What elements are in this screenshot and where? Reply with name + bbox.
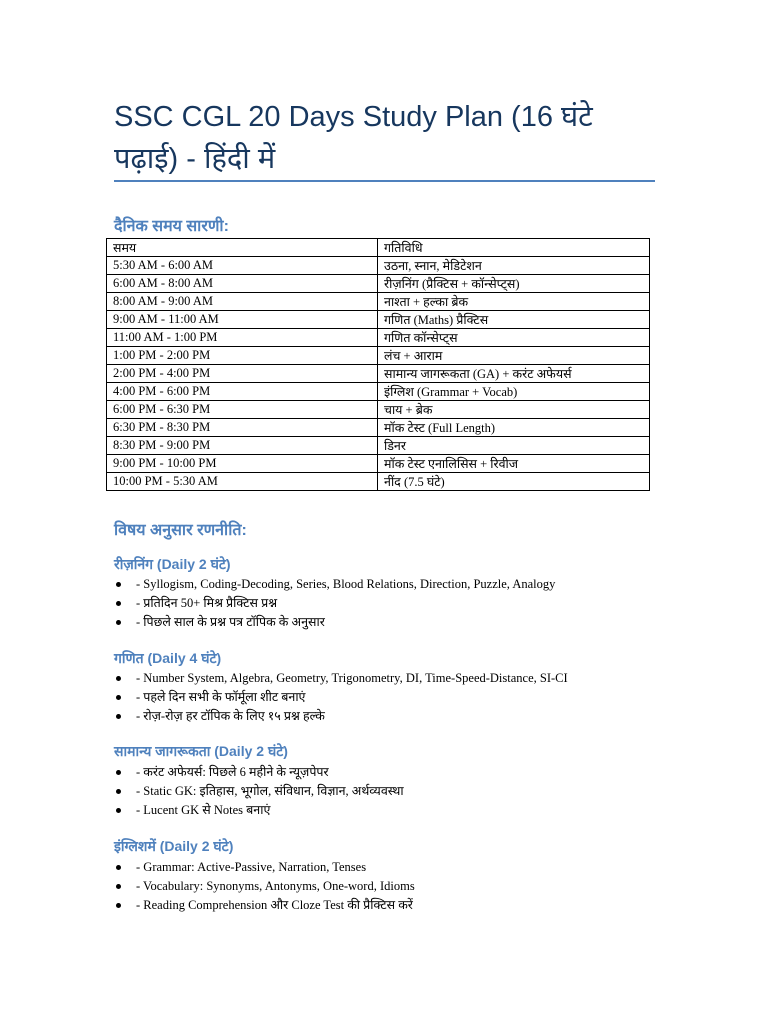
cell-activity: मॉक टेस्ट एनालिसिस + रिवीज	[378, 455, 650, 473]
cell-activity: गणित कॉन्सेप्ट्स	[378, 329, 650, 347]
table-row	[107, 275, 650, 293]
cell-activity: डिनर	[378, 437, 650, 455]
cell-time: 10:00 PM - 5:30 AM	[107, 473, 378, 491]
cell-time: 6:00 PM - 6:30 PM	[107, 401, 378, 419]
cell-time: 9:00 AM - 11:00 AM	[107, 311, 378, 329]
cell-time: 6:30 PM - 8:30 PM	[107, 419, 378, 437]
table-row	[107, 311, 650, 329]
list-item: - रोज़-रोज़ हर टॉपिक के लिए १५ प्रश्न हल्के	[116, 707, 676, 726]
table-row	[107, 257, 650, 275]
cell-activity: सामान्य जागरूकता (GA) + करंट अफेयर्स	[378, 365, 650, 383]
title-underline	[114, 180, 655, 182]
list-item: - पहले दिन सभी के फॉर्मूला शीट बनाएं	[116, 688, 676, 707]
table-header-row	[107, 239, 650, 257]
column-header-activity: गतिविधि	[378, 239, 650, 257]
table-row	[107, 473, 650, 491]
cell-activity: नींद (7.5 घंटे)	[378, 473, 650, 491]
cell-activity: रीज़निंग (प्रैक्टिस + कॉन्सेप्ट्स)	[378, 275, 650, 293]
subject-heading-maths: गणित (Daily 4 घंटे)	[114, 650, 222, 666]
subject-heading-general-awareness: सामान्य जागरूकता (Daily 2 घंटे)	[114, 743, 288, 759]
cell-activity: मॉक टेस्ट (Full Length)	[378, 419, 650, 437]
list-item: - प्रतिदिन 50+ मिश्र प्रैक्टिस प्रश्न	[116, 594, 676, 613]
list-item: - करंट अफेयर्स: पिछले 6 महीने के न्यूज़पेपर	[116, 763, 676, 782]
cell-time: 9:00 PM - 10:00 PM	[107, 455, 378, 473]
cell-time: 1:00 PM - 2:00 PM	[107, 347, 378, 365]
cell-time: 5:30 AM - 6:00 AM	[107, 257, 378, 275]
schedule-table	[106, 238, 650, 491]
table-row	[107, 365, 650, 383]
table-row	[107, 419, 650, 437]
table-row	[107, 347, 650, 365]
table-row	[107, 329, 650, 347]
list-item: - Vocabulary: Synonyms, Antonyms, One-word, Idioms	[116, 877, 676, 896]
cell-time: 6:00 AM - 8:00 AM	[107, 275, 378, 293]
cell-activity: चाय + ब्रेक	[378, 401, 650, 419]
cell-time: 4:00 PM - 6:00 PM	[107, 383, 378, 401]
subject-heading-english: इंग्लिशमें (Daily 2 घंटे)	[114, 838, 234, 854]
table-row	[107, 293, 650, 311]
table-row	[107, 437, 650, 455]
english-points	[116, 858, 676, 915]
list-item: - Number System, Algebra, Geometry, Trigonometry, DI, Time-Speed-Distance, SI-CI	[116, 669, 676, 688]
cell-activity: लंच + आराम	[378, 347, 650, 365]
column-header-time: समय	[107, 239, 378, 257]
list-item: - Syllogism, Coding-Decoding, Series, Blood Relations, Direction, Puzzle, Analogy	[116, 575, 676, 594]
strategy-heading: विषय अनुसार रणनीति:	[114, 522, 247, 539]
page-title: SSC CGL 20 Days Study Plan (16 घंटे पढ़ाई) - हिंदी में	[114, 101, 593, 175]
general-awareness-points	[116, 763, 676, 820]
list-item: - Reading Comprehension और Cloze Test की प्रैक्टिस करें	[116, 896, 676, 915]
cell-activity: नाश्ता + हल्का ब्रेक	[378, 293, 650, 311]
maths-points	[116, 669, 676, 726]
list-item: - Grammar: Active-Passive, Narration, Tenses	[116, 858, 676, 877]
cell-time: 2:00 PM - 4:00 PM	[107, 365, 378, 383]
schedule-heading: दैनिक समय सारणी:	[114, 218, 229, 235]
list-item: - Static GK: इतिहास, भूगोल, संविधान, विज्ञान, अर्थव्यवस्था	[116, 782, 676, 801]
cell-time: 11:00 AM - 1:00 PM	[107, 329, 378, 347]
reasoning-points	[116, 575, 676, 632]
list-item: - Lucent GK से Notes बनाएं	[116, 801, 676, 820]
table-row	[107, 455, 650, 473]
cell-activity: उठना, स्नान, मेडिटेशन	[378, 257, 650, 275]
cell-activity: गणित (Maths) प्रैक्टिस	[378, 311, 650, 329]
table-row	[107, 383, 650, 401]
cell-time: 8:00 AM - 9:00 AM	[107, 293, 378, 311]
subject-heading-reasoning: रीज़निंग (Daily 2 घंटे)	[114, 556, 231, 572]
list-item: - पिछले साल के प्रश्न पत्र टॉपिक के अनुसार	[116, 613, 676, 632]
cell-time: 8:30 PM - 9:00 PM	[107, 437, 378, 455]
table-row	[107, 401, 650, 419]
cell-activity: इंग्लिश (Grammar + Vocab)	[378, 383, 650, 401]
